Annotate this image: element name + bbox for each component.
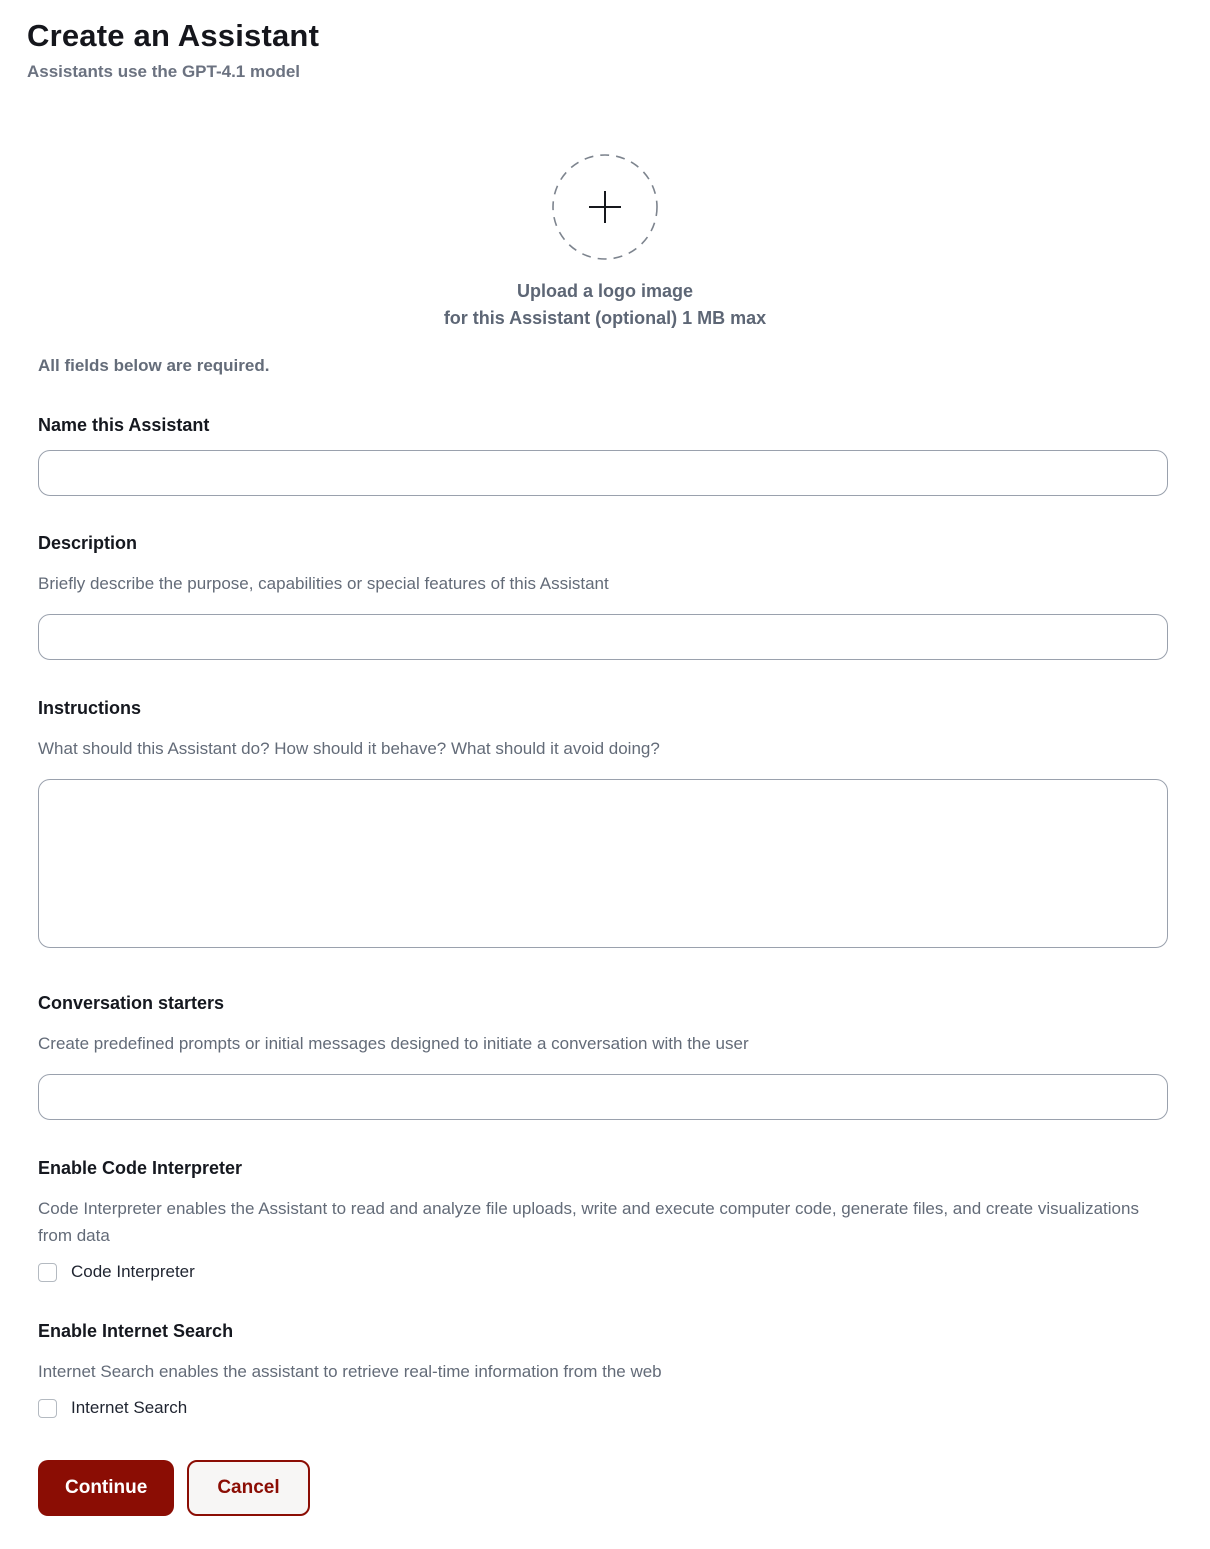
code-interpreter-hint: Code Interpreter enables the Assistant to read and analyze file uploads, write and execute computer code, generate files, and create visualizations from data [38, 1199, 1139, 1245]
page-header [0, 0, 1210, 82]
code-interpreter-checkbox-label[interactable]: Code Interpreter [71, 1262, 195, 1281]
code-interpreter-section-label: Enable Code Interpreter [38, 1158, 243, 1178]
internet-search-checkbox[interactable] [38, 1399, 57, 1418]
code-interpreter-checkbox[interactable] [38, 1263, 57, 1282]
page-subtitle: Assistants use the GPT-4.1 model [27, 62, 301, 81]
description-input[interactable] [38, 614, 1168, 660]
internet-search-hint: Internet Search enables the assistant to retrieve real-time information from the web [38, 1362, 662, 1381]
page-title: Create an Assistant [27, 18, 320, 53]
upload-caption [0, 278, 1210, 332]
cancel-button[interactable]: Cancel [187, 1460, 309, 1516]
code-interpreter-row [38, 1262, 1168, 1282]
name-label: Name this Assistant [38, 415, 210, 435]
instructions-textarea[interactable] [38, 779, 1168, 948]
internet-search-row [38, 1398, 1168, 1418]
internet-search-checkbox-label[interactable]: Internet Search [71, 1398, 188, 1417]
instructions-hint: What should this Assistant do? How should it behave? What should it avoid doing? [38, 739, 660, 758]
logo-upload-dropzone[interactable] [552, 154, 658, 260]
description-label: Description [38, 533, 138, 553]
description-hint: Briefly describe the purpose, capabilities or special features of this Assistant [38, 574, 609, 593]
upload-plus-icon [552, 154, 658, 260]
name-input[interactable] [38, 450, 1168, 496]
upload-caption-line1: Upload a logo image [516, 281, 694, 301]
instructions-label: Instructions [38, 698, 142, 718]
continue-button[interactable]: Continue [38, 1460, 174, 1516]
logo-upload-section [0, 154, 1210, 332]
form-actions [38, 1460, 1168, 1549]
upload-caption-line2: for this Assistant (optional) 1 MB max [443, 308, 767, 328]
required-note: All fields below are required. [38, 356, 270, 375]
create-assistant-form [0, 356, 1210, 1549]
internet-search-section-label: Enable Internet Search [38, 1321, 234, 1341]
conversation-starters-hint: Create predefined prompts or initial messages designed to initiate a conversation with the user [38, 1034, 749, 1053]
conversation-starters-label: Conversation starters [38, 993, 225, 1013]
conversation-starters-input[interactable] [38, 1074, 1168, 1120]
